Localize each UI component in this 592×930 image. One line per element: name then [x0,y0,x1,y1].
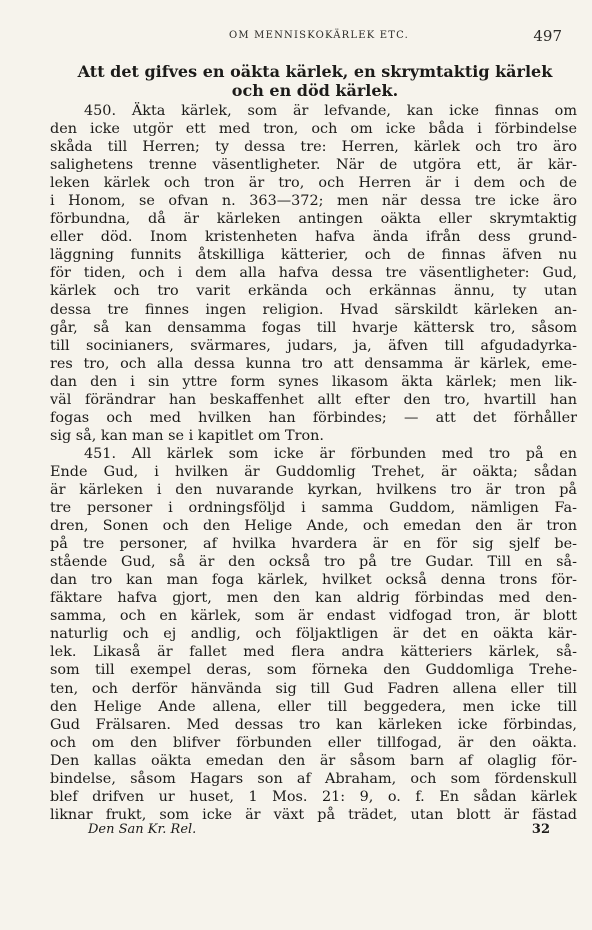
text-line: 450. Äkta kärlek, som är lefvande, kan icke finnas om [84,103,577,119]
paragraph-451 [50,445,577,824]
text-line: väl förändrar han beskaffenhet allt efter den tro, hvartill han [50,391,577,408]
text-line: dan den i sin yttre form synes likasom äkta kärlek; men lik- [50,373,577,390]
signature-mark: Den San Kr. Rel. [88,822,197,837]
text-line: blef drifven ur huset, 1 Mos. 21: 9, o. f. En sådan kärlek [50,788,577,805]
text-line: dan tro kan man foga kärlek, hvilket också denna trons för- [50,572,577,589]
text-line: dessa tre finnes ingen religion. Hvad särskildt kärleken an- [50,301,577,318]
text-line: fogas och med hvilken han förbindes; — att det förhåller [50,409,577,426]
page-number: 497 [533,27,562,45]
text-line: förbundna, då är kärleken antingen oäkta eller skrymtaktig [50,211,577,228]
paragraph-450 [50,102,577,445]
text-line: som till exempel deras, som förneka den Guddomliga Trehe- [50,662,577,679]
text-line: den icke utgör ett med tron, och om icke båda i förbindelse [50,121,577,138]
text-line: res tro, och alla dessa kunna tro att densamma är kärlek, eme- [50,355,577,372]
text-line: sig så, kan man se i kapitlet om Tron. [50,427,324,444]
sheet-number: 32 [531,822,550,837]
text-line: och om den blifver förbunden eller tillfogad, är den oäkta. [50,734,577,751]
text-line: leken kärlek och tron är tro, och Herren är i dem och de [50,175,577,192]
text-line: tre personer i ordningsföljd i samma Guddom, nämligen Fa- [50,500,577,517]
text-line: eller död. Inom kristenheten hafva ända ifrån dess grund- [50,229,577,246]
text-line: går, så kan densamma fogas till hvarje kättersk tro, såsom [50,319,577,336]
chapter-title-line-1: Att det gifves en oäkta kärlek, en skrymtaktig kärlek [77,62,553,81]
text-line: samma, och en kärlek, som är endast vidfogad tron, är blott [50,608,577,625]
text-line: på tre personer, af hvilka hvardera är en för sig sjelf be- [50,536,577,553]
text-line: ten, och derför hänvända sig till Gud Fadren allena eller till [50,680,577,697]
text-line: till socinianers, svärmares, judars, ja, äfven till afgudadyrka- [50,337,577,354]
text-line: läggning funnits åtskilliga kätterier, och de finnas äfven nu [50,247,577,264]
text-line: fäktare hafva gjort, men den kan aldrig förbindas med den- [50,590,577,607]
text-line: stående Gud, så är den också tro på tre Gudar. Till en så- [50,554,577,571]
chapter-title-line-2: och en död kärlek. [231,81,399,100]
text-line: naturlig och ej andlig, och följaktligen är det en oäkta kär- [50,626,577,643]
text-line: dren, Sonen och den Helige Ande, och emedan den är tron [50,518,577,535]
text-line: lek. Likaså är fallet med flera andra kätteriers kärlek, så- [50,644,577,661]
text-line: kärlek och tro varit erkända och erkännas ännu, ty utan [50,283,577,300]
chapter-title [52,62,578,100]
text-line: den Helige Ande allena, eller till beggedera, men icke till [50,698,577,715]
running-head [60,27,578,50]
text-line: för tiden, och i dem alla hafva dessa tre väsentligheter: Gud, [50,265,577,282]
text-line: Den kallas oäkta emedan den är såsom barn af olaglig för- [50,752,577,769]
running-head-title: OM MENNISKOKÄRLEK ETC. [228,30,410,41]
text-line: skåda till Herren; ty dessa tre: Herren, kärlek och tro äro [50,139,577,156]
text-line: salighetens trenne väsentligheter. När de utgöra ett, är kär- [50,157,577,174]
text-line: liknar frukt, som icke är växt på trädet, utan blott är fästad [50,806,577,823]
text-line: Ende Gud, i hvilken är Guddomlig Trehet, är oäkta; sådan [50,463,577,480]
body-text [50,102,577,824]
text-line: bindelse, såsom Hagars son af Abraham, och som fördenskull [50,770,577,787]
text-line: i Honom, se ofvan n. 363—372; men när dessa tre icke äro [50,193,577,210]
text-line: är kärleken i den nuvarande kyrkan, hvilkens tro är tron på [50,481,577,498]
page-footer [58,822,562,844]
text-line: 451. All kärlek som icke är förbunden med tro på en [84,445,577,462]
text-line: Gud Frälsaren. Med dessas tro kan kärleken icke förbindas, [50,716,577,733]
